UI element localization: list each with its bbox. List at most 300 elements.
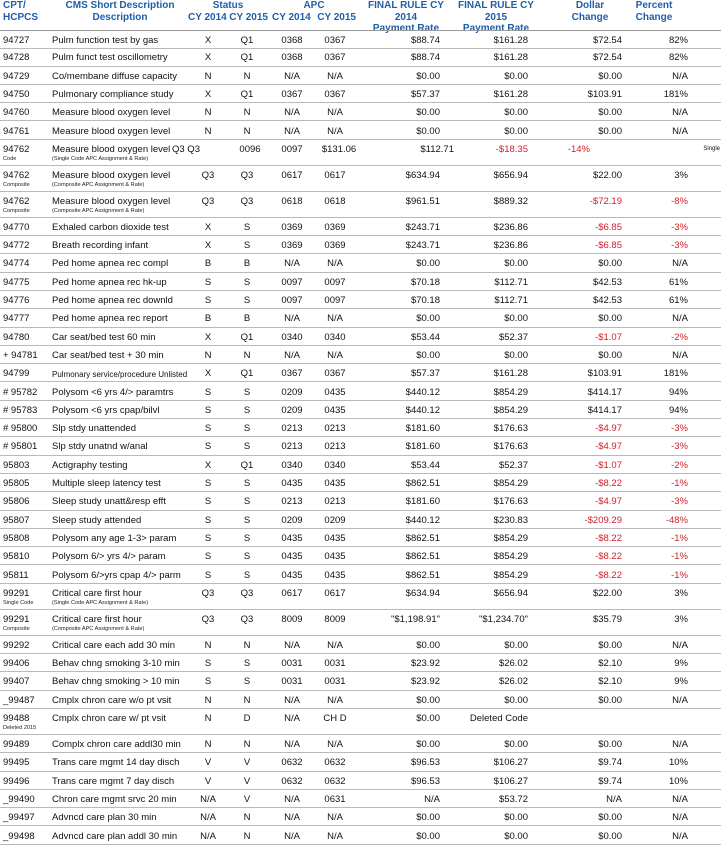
rate-2014-cell: $0.00 bbox=[416, 812, 440, 824]
header-rate-2014 bbox=[360, 0, 452, 34]
status-2015-cell: V bbox=[243, 775, 251, 787]
dollar-change-cell: $414.17 bbox=[587, 404, 622, 416]
rate-2015-cell: $656.94 bbox=[493, 169, 528, 181]
status-2015-cell: S bbox=[243, 404, 251, 416]
percent-change-cell: -1% bbox=[671, 569, 688, 581]
description-cell: Pulmonary service/procedure Unlisted bbox=[52, 370, 188, 380]
rate-2014-cell: $243.71 bbox=[405, 221, 440, 233]
status-2015-cell: S bbox=[243, 569, 251, 581]
table-row bbox=[0, 48, 721, 66]
code-note: Composite bbox=[3, 181, 30, 188]
rate-2015-cell: $0.00 bbox=[504, 349, 528, 361]
header-status bbox=[188, 0, 268, 28]
code-cell: 94776 bbox=[3, 295, 30, 306]
apc-2014-cell: 0435 bbox=[281, 478, 303, 489]
table-row bbox=[0, 691, 721, 709]
rate-2015-cell: $0.00 bbox=[504, 739, 528, 750]
dollar-change-cell: $0.00 bbox=[598, 349, 622, 361]
header-status-title: Status bbox=[212, 0, 244, 11]
code-cell: 94762 bbox=[3, 169, 30, 181]
status-2014-cell: N bbox=[204, 639, 212, 651]
status-2015-cell: S bbox=[243, 496, 251, 508]
apc-2015-cell: 0369 bbox=[324, 240, 346, 252]
code-cell: _99497 bbox=[3, 812, 35, 824]
apc-2015-cell: 0369 bbox=[324, 221, 346, 233]
apc-2015-cell: 0617 bbox=[324, 169, 346, 181]
apc-2015-cell: 0435 bbox=[324, 551, 346, 563]
status-2014-cell: X bbox=[204, 368, 212, 380]
status-2014-cell: S bbox=[204, 478, 212, 489]
percent-change-cell: N/A bbox=[672, 793, 688, 805]
rate-2015-cell: Deleted Code bbox=[469, 713, 528, 724]
status-2014-cell: S bbox=[204, 386, 212, 398]
table-row bbox=[0, 346, 721, 364]
code-cell: 99496 bbox=[3, 775, 30, 787]
status-2014-cell: X bbox=[204, 221, 212, 233]
table-row bbox=[0, 309, 721, 327]
apc-2014-cell: 0632 bbox=[281, 775, 303, 787]
percent-change-cell: 3% bbox=[674, 169, 688, 181]
table-row bbox=[0, 140, 721, 166]
header-apc-cy2015: CY 2015 bbox=[317, 11, 356, 23]
apc-2014-cell: N/A bbox=[284, 793, 300, 805]
status-2015-cell: S bbox=[243, 386, 251, 398]
status-2015-cell: Q1 bbox=[240, 52, 254, 64]
rate-2014-cell: $961.51 bbox=[405, 195, 440, 207]
status-2014-cell: N/A bbox=[200, 830, 216, 842]
description-cell: Cmplx chron care w/o pt vsit bbox=[52, 694, 172, 706]
percent-change-cell: 10% bbox=[668, 775, 688, 787]
status-2014-cell: Q3 bbox=[201, 169, 215, 181]
description-cell: Trans care mgmt 14 day disch bbox=[52, 757, 180, 769]
dollar-change-cell: $0.00 bbox=[598, 639, 622, 651]
code-cell: # 95800 bbox=[3, 423, 38, 435]
apc-2014-cell: 0632 bbox=[281, 757, 303, 769]
code-note: Single Code bbox=[3, 599, 34, 606]
status-2014-cell: N/A bbox=[200, 793, 216, 805]
table-row bbox=[0, 566, 721, 584]
dollar-change-cell: $2.10 bbox=[598, 676, 622, 688]
percent-change-cell: 82% bbox=[668, 52, 688, 64]
apc-2015-cell: CH D bbox=[323, 713, 347, 724]
status-2015-cell: S bbox=[243, 514, 251, 526]
dollar-change-cell: $0.00 bbox=[598, 70, 622, 82]
rate-2014-cell: "$1,198.91" bbox=[390, 613, 440, 625]
rate-2015-cell: $0.00 bbox=[504, 313, 528, 325]
apc-2014-cell: 0367 bbox=[281, 368, 303, 380]
dollar-change-cell: -$72.19 bbox=[589, 195, 622, 207]
header-rate2015-line1: FINAL RULE CY 2015 bbox=[458, 0, 534, 23]
dollar-change-cell: $9.74 bbox=[598, 757, 622, 769]
description-cell: Exhaled carbon dioxide test bbox=[52, 221, 169, 233]
header-rate2014-line2: Payment Rate bbox=[372, 23, 440, 34]
dollar-change-cell: -$209.29 bbox=[584, 514, 622, 526]
rate-2014-cell: $23.92 bbox=[410, 658, 440, 670]
header-rate-2015 bbox=[450, 0, 542, 34]
description-cell: Breath recording infant bbox=[52, 240, 149, 252]
table-row bbox=[0, 790, 721, 808]
percent-change-cell: -3% bbox=[671, 423, 688, 435]
apc-2015-cell: N/A bbox=[327, 258, 343, 270]
description-note: (Composite APC Assignment & Rate) bbox=[52, 207, 145, 214]
description-cell: Ped home apnea rec report bbox=[52, 313, 168, 325]
description-cell: Co/membane diffuse capacity bbox=[52, 70, 177, 82]
dollar-change-cell: -$6.85 bbox=[595, 221, 622, 233]
status-2015-cell: S bbox=[243, 221, 251, 233]
header-apc bbox=[272, 0, 356, 28]
description-cell: Ped home apnea rec compl bbox=[52, 258, 169, 270]
rate-2014-cell: $181.60 bbox=[405, 423, 440, 435]
status-2014-cell: S bbox=[204, 276, 212, 288]
percent-change-cell: 3% bbox=[674, 587, 688, 599]
apc-2015-cell: N/A bbox=[327, 830, 343, 842]
description-note: (Single Code APC Assignment & Rate) bbox=[52, 155, 149, 162]
percent-change-cell: -1% bbox=[671, 551, 688, 563]
code-cell: # 95782 bbox=[3, 386, 38, 398]
dollar-change-cell: $42.53 bbox=[592, 295, 622, 306]
rate-2014-cell: $243.71 bbox=[405, 240, 440, 252]
percent-change-cell: N/A bbox=[672, 739, 688, 750]
rate-2015-cell: $0.00 bbox=[504, 107, 528, 119]
code-cell: 94775 bbox=[3, 276, 30, 288]
percent-change-cell: -8% bbox=[671, 195, 688, 207]
rate-2014-cell: $862.51 bbox=[405, 532, 440, 544]
apc-2015-cell: 0632 bbox=[324, 757, 346, 769]
percent-change-cell: -3% bbox=[671, 496, 688, 508]
code-cell: 94774 bbox=[3, 258, 30, 270]
rate-2015-cell: $176.63 bbox=[493, 441, 528, 453]
apc-2014-cell: 0097 bbox=[281, 276, 303, 288]
status-2015-cell: S bbox=[243, 532, 251, 544]
rate-2014-cell: $634.94 bbox=[405, 169, 440, 181]
apc-2014-cell: 0209 bbox=[281, 514, 303, 526]
apc-2015-cell: 0435 bbox=[324, 569, 346, 581]
rate-2015-cell: $0.00 bbox=[504, 694, 528, 706]
code-note: Deleted 2015 bbox=[3, 725, 37, 731]
status-2014-cell: S bbox=[204, 532, 212, 544]
code-cell: 99488 bbox=[3, 713, 30, 724]
rate-2015-cell: $52.37 bbox=[498, 459, 528, 471]
code-cell: 94780 bbox=[3, 331, 30, 343]
table-row bbox=[0, 584, 721, 610]
description-cell: Slp stdy unattended bbox=[52, 423, 136, 435]
dollar-change-cell: $72.54 bbox=[592, 52, 622, 64]
percent-change-cell: -3% bbox=[671, 441, 688, 453]
apc-2014-cell: N/A bbox=[284, 125, 300, 137]
status-2014-cell: X bbox=[204, 331, 212, 343]
apc-2014-cell: 0617 bbox=[281, 587, 303, 599]
header-status-cy2014: CY 2014 bbox=[188, 11, 227, 23]
rate-2014-cell: $57.37 bbox=[410, 368, 440, 380]
table-row bbox=[0, 166, 721, 192]
rate-2015-cell: $112.71 bbox=[494, 295, 528, 306]
apc-2014-cell: 0213 bbox=[281, 441, 303, 453]
dollar-change-cell: $103.91 bbox=[587, 88, 622, 100]
status-2015-cell: Q1 bbox=[240, 35, 254, 46]
status-2015-cell: S bbox=[243, 676, 251, 688]
rate-2014-cell: $0.00 bbox=[416, 349, 440, 361]
rate-2015-cell: $854.29 bbox=[493, 569, 528, 581]
status-2014-cell: N bbox=[204, 70, 212, 82]
code-cell: 95807 bbox=[3, 514, 30, 526]
percent-change-cell: 9% bbox=[674, 658, 688, 670]
percent-change-cell: 61% bbox=[668, 295, 688, 306]
status-2015-cell: D bbox=[243, 713, 251, 724]
code-note: Composite bbox=[3, 207, 30, 214]
apc-2014-cell: 0031 bbox=[281, 676, 303, 688]
code-cell: 99406 bbox=[3, 658, 30, 670]
status-2015-cell: N bbox=[243, 107, 251, 119]
table-row bbox=[0, 254, 721, 272]
rate-2015-cell: $854.29 bbox=[493, 404, 528, 416]
apc-2015-cell: 0213 bbox=[324, 423, 346, 435]
table-row bbox=[0, 456, 721, 474]
header-percent-change bbox=[624, 0, 684, 28]
description-cell: Cmplx chron care w/ pt vsit bbox=[52, 713, 167, 724]
description-cell: Sleep study unatt&resp efft bbox=[52, 496, 166, 508]
status-2015-cell: B bbox=[243, 258, 251, 270]
rate-2015-cell: $0.00 bbox=[504, 812, 528, 824]
percent-change-cell: N/A bbox=[672, 830, 688, 842]
description-cell: Ped home apnea rec hk-up bbox=[52, 276, 167, 288]
table-row bbox=[0, 291, 721, 309]
apc-2014-cell: N/A bbox=[284, 313, 300, 325]
dollar-change-cell: $0.00 bbox=[598, 125, 622, 137]
apc-2015-cell: 0340 bbox=[324, 459, 346, 471]
rate-2015-cell: $854.29 bbox=[493, 386, 528, 398]
dollar-change-cell: $0.00 bbox=[598, 830, 622, 842]
dollar-change-cell: $22.00 bbox=[592, 587, 622, 599]
table-row bbox=[0, 30, 721, 49]
status-2014-cell: X bbox=[204, 88, 212, 100]
dollar-change-cell: $0.00 bbox=[598, 313, 622, 325]
code-cell: 94727 bbox=[3, 35, 30, 46]
description-cell: Critical care first hour bbox=[52, 587, 142, 599]
apc-2014-cell: N/A bbox=[284, 639, 300, 651]
rate-2014-cell: $0.00 bbox=[416, 739, 440, 750]
status-2015-cell: N bbox=[243, 349, 251, 361]
rate-2014-cell: $88.74 bbox=[410, 52, 440, 64]
apc-2014-cell: 0209 bbox=[281, 386, 303, 398]
rate-2015-cell: $0.00 bbox=[504, 125, 528, 137]
dollar-change-cell: $0.00 bbox=[598, 812, 622, 824]
apc-2015-cell: N/A bbox=[327, 107, 343, 119]
apc-2015-cell: N/A bbox=[327, 125, 343, 137]
table-row bbox=[0, 709, 721, 735]
rate-2014-cell: $440.12 bbox=[405, 386, 440, 398]
description-cell: Advncd care plan addl 30 min bbox=[52, 830, 178, 842]
rate-2015-cell: $0.00 bbox=[504, 830, 528, 842]
dollar-change-cell: $103.91 bbox=[587, 368, 622, 380]
percent-change-cell: 181% bbox=[663, 88, 688, 100]
status-2015-cell: S bbox=[243, 423, 251, 435]
percent-change-cell: N/A bbox=[672, 349, 688, 361]
rate-2015-cell: $106.27 bbox=[493, 775, 528, 787]
apc-2015-cell: 0031 bbox=[324, 676, 346, 688]
rate-2014-cell: $181.60 bbox=[405, 441, 440, 453]
status-2014-cell: S bbox=[204, 676, 212, 688]
description-cell: Critical care first hour bbox=[52, 613, 142, 625]
header-apc-cy2014: CY 2014 bbox=[272, 11, 311, 23]
table-row bbox=[0, 636, 721, 654]
rate-2014-cell: $0.00 bbox=[416, 70, 440, 82]
rate-2015-cell: $854.29 bbox=[493, 551, 528, 563]
table-row bbox=[0, 547, 721, 565]
header-percent-line2: Change bbox=[635, 11, 673, 23]
apc-2014-cell: 0369 bbox=[281, 221, 303, 233]
percent-change-cell: -48% bbox=[665, 514, 688, 526]
dollar-change-cell: -$1.07 bbox=[595, 331, 622, 343]
table-row bbox=[0, 437, 721, 455]
rate-2015-cell: $161.28 bbox=[493, 35, 528, 46]
percent-change-cell: -3% bbox=[671, 240, 688, 252]
code-cell: + 94781 bbox=[3, 349, 38, 361]
status-2014-cell: Q3 bbox=[201, 613, 215, 625]
dollar-change-cell: $72.54 bbox=[592, 35, 622, 46]
header-dollar-line2: Change bbox=[571, 11, 609, 23]
overflow-note: Single bbox=[703, 145, 720, 152]
apc-2015-cell: 0435 bbox=[324, 386, 346, 398]
status-2015-cell: V bbox=[243, 757, 251, 769]
apc-2014-cell: 0340 bbox=[281, 331, 303, 343]
rate-2014-cell: $112.71 bbox=[420, 143, 454, 155]
status-2015-cell: N bbox=[243, 812, 251, 824]
status-2014-cell: S bbox=[204, 404, 212, 416]
apc-2015-cell: 0340 bbox=[324, 331, 346, 343]
apc-2015-cell: 8009 bbox=[324, 613, 346, 625]
table-row bbox=[0, 419, 721, 437]
description-cell: Measure blood oxygen level bbox=[52, 169, 171, 181]
apc-2015-cell: 0097 bbox=[324, 295, 346, 306]
rate-2014-cell: $181.60 bbox=[405, 496, 440, 508]
apc-2014-cell: 0617 bbox=[281, 169, 303, 181]
dollar-change-cell: $2.10 bbox=[598, 658, 622, 670]
rate-2015-cell: $161.28 bbox=[493, 368, 528, 380]
status-2015-cell: N bbox=[243, 739, 251, 750]
table-row bbox=[0, 67, 721, 85]
apc-2015-cell: 0213 bbox=[324, 496, 346, 508]
code-cell: 95806 bbox=[3, 496, 30, 508]
dollar-change-cell: -$4.97 bbox=[595, 496, 622, 508]
status-2014-cell: X bbox=[204, 459, 212, 471]
header-apc-title: APC bbox=[303, 0, 325, 11]
description-cell: Polysom 6/>yrs cpap 4/> parm bbox=[52, 569, 181, 581]
rate-2014-cell: $0.00 bbox=[416, 258, 440, 270]
description-cell: Polysom 6/> yrs 4/> param bbox=[52, 551, 166, 563]
status-2015-cell: Q1 bbox=[240, 368, 254, 380]
dollar-change-cell: -$8.22 bbox=[595, 569, 622, 581]
rate-2014-cell: $0.00 bbox=[416, 639, 440, 651]
description-cell: Car seat/bed test + 30 min bbox=[52, 349, 164, 361]
status-2015-cell: Q1 bbox=[240, 459, 254, 471]
rate-2014-cell: $53.44 bbox=[410, 331, 440, 343]
rate-2015-cell: $0.00 bbox=[504, 70, 528, 82]
percent-change-cell: N/A bbox=[672, 313, 688, 325]
table-row bbox=[0, 383, 721, 401]
percent-change-cell: -1% bbox=[671, 532, 688, 544]
apc-2014-cell: N/A bbox=[284, 258, 300, 270]
dollar-change-cell: -$6.85 bbox=[595, 240, 622, 252]
dollar-change-cell: -$4.97 bbox=[595, 441, 622, 453]
rate-2015-cell: $161.28 bbox=[493, 88, 528, 100]
status-2015-cell: N bbox=[243, 639, 251, 651]
apc-2014-cell: 0368 bbox=[281, 35, 303, 46]
status-2014-cell: S bbox=[204, 514, 212, 526]
code-cell: 95805 bbox=[3, 478, 30, 489]
apc-2015-cell: 0367 bbox=[324, 35, 346, 46]
status-2014-cell: N bbox=[204, 349, 212, 361]
header-status-years bbox=[188, 12, 268, 24]
table-row bbox=[0, 511, 721, 529]
rate-2014-cell: $0.00 bbox=[416, 125, 440, 137]
percent-change-cell: 9% bbox=[674, 676, 688, 688]
status-2015-cell: S bbox=[243, 551, 251, 563]
header-code-line1: CPT/ bbox=[3, 0, 26, 11]
code-cell: 95810 bbox=[3, 551, 30, 563]
status-2015-cell: S bbox=[243, 478, 251, 489]
apc-2014-cell: N/A bbox=[284, 694, 300, 706]
rate-2015-cell: $161.28 bbox=[493, 52, 528, 64]
apc-2014-cell: N/A bbox=[284, 812, 300, 824]
percent-change-cell: N/A bbox=[672, 812, 688, 824]
rate-2015-cell: $889.32 bbox=[493, 195, 528, 207]
rate-2014-cell: $96.53 bbox=[410, 775, 440, 787]
code-cell: 94750 bbox=[3, 88, 30, 100]
status-2014-cell: S bbox=[204, 551, 212, 563]
description-cell: Pulm funct test oscillometry bbox=[52, 52, 168, 64]
rate-2015-cell: $106.27 bbox=[493, 757, 528, 769]
apc-2015-cell: 0631 bbox=[324, 793, 346, 805]
rate-2014-cell: $0.00 bbox=[416, 713, 440, 724]
code-cell: 94761 bbox=[3, 125, 30, 137]
status-2014-cell: Q3 bbox=[201, 587, 215, 599]
status-2015-cell: Q3 bbox=[240, 613, 254, 625]
rate-2014-cell: $440.12 bbox=[405, 404, 440, 416]
apc-2014-cell: 0435 bbox=[281, 551, 303, 563]
code-cell: 99291 bbox=[3, 613, 30, 625]
code-note: Composite bbox=[3, 625, 30, 632]
rate-2014-cell: $862.51 bbox=[405, 478, 440, 489]
table-row bbox=[0, 218, 721, 236]
description-cell: Critical care each add 30 min bbox=[52, 639, 176, 651]
code-cell: 99495 bbox=[3, 757, 30, 769]
rate-2014-cell: $0.00 bbox=[416, 830, 440, 842]
apc-2015-cell: 0367 bbox=[324, 368, 346, 380]
apc-2014-cell: 0340 bbox=[281, 459, 303, 471]
dollar-change-cell: -$1.07 bbox=[595, 459, 622, 471]
percent-change-cell: 3% bbox=[674, 613, 688, 625]
table-row bbox=[0, 236, 721, 254]
rate-2015-cell: -$18.35 bbox=[495, 143, 528, 155]
percent-change-cell: 94% bbox=[668, 386, 688, 398]
percent-change-cell: N/A bbox=[672, 125, 688, 137]
status-2015-cell: N bbox=[243, 70, 251, 82]
status-2014-cell: N bbox=[204, 739, 212, 750]
apc-2014-cell: 0435 bbox=[281, 569, 303, 581]
apc-2015-cell: N/A bbox=[327, 639, 343, 651]
status-2014-cell: S bbox=[204, 441, 212, 453]
rate-2015-cell: "$1,234.70" bbox=[478, 613, 528, 625]
description-cell: Multiple sleep latency test bbox=[52, 478, 161, 489]
description-cell: Ped home apnea rec downld bbox=[52, 295, 173, 306]
code-note: Code bbox=[3, 155, 17, 162]
apc-2014-cell: 0369 bbox=[281, 240, 303, 252]
rate-2014-cell: $440.12 bbox=[405, 514, 440, 526]
table-row bbox=[0, 85, 721, 103]
description-cell: Pulmonary compliance study bbox=[52, 88, 174, 100]
apc-2014-cell: 0097 bbox=[281, 295, 303, 306]
dollar-change-cell: $0.00 bbox=[598, 694, 622, 706]
